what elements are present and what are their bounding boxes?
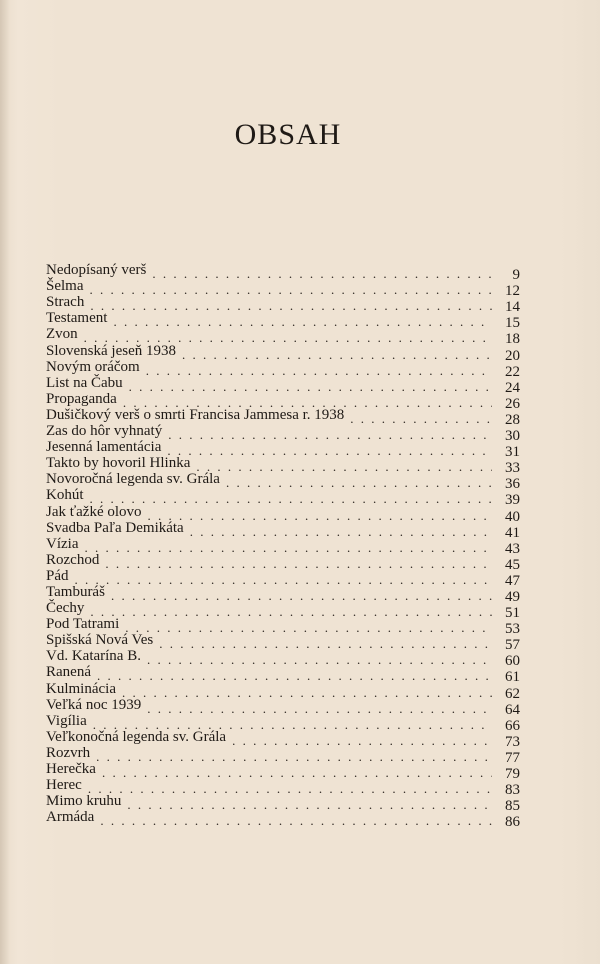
toc-entry-title: Kohút [46, 487, 84, 504]
dot-leader [113, 314, 492, 329]
table-of-contents [46, 262, 520, 831]
toc-entry-page-number: 33 [505, 460, 520, 477]
toc-entry-title: Takto by hovoril Hlinka [46, 455, 191, 472]
toc-entry-title: Kulminácia [46, 680, 116, 697]
toc-entry-page-number: 60 [505, 653, 520, 670]
dot-leader [148, 508, 492, 523]
dot-leader [152, 266, 492, 281]
toc-entry-title: Nedopísaný verš [46, 262, 147, 279]
toc-entry-title: Čechy [46, 600, 85, 617]
toc-entry-page-number: 30 [505, 428, 520, 445]
toc-entry-page-number: 18 [505, 331, 520, 348]
toc-entry-title: Tamburáš [46, 583, 105, 600]
dot-leader [100, 813, 492, 828]
toc-entry-page-number: 9 [512, 267, 520, 284]
toc-entry-title: Pod Tatrami [46, 616, 120, 633]
dot-leader [196, 459, 492, 474]
toc-entry-title: Vd. Katarína B. [46, 648, 141, 665]
toc-entry-page-number: 22 [505, 363, 520, 380]
toc-entry-title: Rozvrh [46, 744, 91, 761]
dot-leader [84, 330, 492, 345]
dot-leader [122, 685, 492, 700]
toc-entry-page-number: 14 [505, 299, 520, 316]
dot-leader [182, 347, 492, 362]
dot-leader [159, 636, 492, 651]
toc-entry-page-number: 85 [505, 798, 520, 815]
toc-entry-title: Armáda [46, 809, 95, 826]
dot-leader [102, 765, 492, 780]
toc-entry-title: Testament [46, 310, 108, 327]
toc-entry-page-number: 40 [505, 508, 520, 525]
toc-entry-page-number: 62 [505, 685, 520, 702]
toc-entry-title: Veľkonočná legenda sv. Grála [46, 728, 227, 745]
toc-entry-title: Zas do hôr vyhnatý [46, 423, 163, 440]
toc-entry-title: Strach [46, 294, 85, 311]
dot-leader [232, 733, 492, 748]
dot-leader [90, 604, 492, 619]
dot-leader [129, 379, 492, 394]
toc-entry-title: Herečka [46, 761, 96, 777]
dot-leader [84, 540, 492, 555]
toc-entry-page-number: 43 [505, 540, 520, 557]
dot-leader [123, 395, 492, 410]
dot-leader [168, 427, 492, 442]
toc-entry-page-number: 24 [505, 379, 520, 396]
dot-leader [146, 363, 492, 378]
dot-leader [97, 668, 492, 683]
dot-leader [190, 524, 492, 539]
toc-entry-title: Rozchod [46, 551, 100, 568]
toc-entry-title: Šelma [46, 278, 84, 295]
toc-entry-page-number: 57 [505, 637, 520, 654]
toc-entry-page-number: 77 [505, 749, 520, 766]
toc-entry-title: Veľká noc 1939 [46, 696, 142, 713]
toc-entry-page-number: 36 [505, 476, 520, 493]
toc-entry-title: Vízia [46, 535, 79, 552]
toc-entry-page-number: 86 [505, 814, 520, 831]
dot-leader [350, 411, 492, 426]
dot-leader [125, 620, 492, 635]
dot-leader [127, 797, 492, 812]
toc-entry-title: Svadba Paľa Demikáta [46, 519, 184, 536]
toc-entry-page-number: 31 [505, 444, 520, 461]
toc-entry-page-number: 20 [505, 347, 520, 364]
toc-entry-title: Mimo kruhu [46, 793, 122, 810]
toc-entry-page-number: 83 [505, 782, 520, 799]
dot-leader [96, 749, 492, 764]
toc-entry [46, 262, 520, 284]
dot-leader [111, 588, 492, 603]
toc-entry-title: Jak ťažké olovo [46, 503, 142, 520]
toc-entry-title: Novoročná legenda sv. Grála [46, 471, 220, 488]
toc-entry-page-number: 45 [505, 556, 520, 573]
toc-entry-title: Herec [46, 777, 82, 794]
toc-entry-title: Slovenská jeseň 1938 [46, 342, 176, 359]
toc-entry-page-number: 64 [505, 701, 520, 718]
toc-entry-page-number: 47 [505, 572, 520, 589]
toc-entry-title: Jesenná lamentácia [46, 439, 162, 456]
dot-leader [147, 652, 492, 667]
dot-leader [93, 717, 492, 732]
dot-leader [105, 556, 492, 571]
dot-leader [147, 701, 492, 716]
dot-leader [88, 781, 492, 796]
toc-entry-page-number: 26 [505, 395, 520, 412]
dot-leader [90, 282, 493, 297]
toc-entry-page-number: 49 [505, 588, 520, 605]
toc-entry-page-number: 61 [505, 669, 520, 686]
toc-entry-title: Dušičkový verš o smrti Francisa Jammesa r. 1938 [46, 406, 345, 423]
toc-entry-title: Spišská Nová Ves [46, 632, 154, 649]
toc-entry-page-number: 73 [505, 733, 520, 750]
dot-leader [90, 298, 492, 313]
toc-entry-page-number: 66 [505, 717, 520, 734]
toc-entry-page-number: 53 [505, 621, 520, 638]
toc-entry-page-number: 41 [505, 524, 520, 541]
toc-entry-title: Propaganda [46, 390, 117, 407]
toc-entry-title: Ranená [46, 664, 91, 681]
dot-leader [226, 475, 492, 490]
toc-entry-title: Novým oráčom [46, 358, 140, 375]
toc-entry-page-number: 28 [505, 411, 520, 428]
toc-entry-title: Zvon [46, 326, 78, 343]
toc-entry-title: Pád [46, 567, 69, 584]
toc-entry-page-number: 51 [505, 605, 520, 622]
toc-entry-page-number: 79 [505, 766, 520, 782]
dot-leader [167, 443, 492, 458]
toc-entry-title: Vigília [46, 712, 87, 729]
toc-entry-title: List na Čabu [46, 374, 123, 391]
page-title: OBSAH [234, 118, 342, 152]
dot-leader [90, 491, 493, 506]
toc-entry-page-number: 39 [505, 492, 520, 509]
toc-entry-page-number: 12 [505, 283, 520, 300]
toc-entry-page-number: 15 [505, 315, 520, 332]
dot-leader [75, 572, 493, 587]
